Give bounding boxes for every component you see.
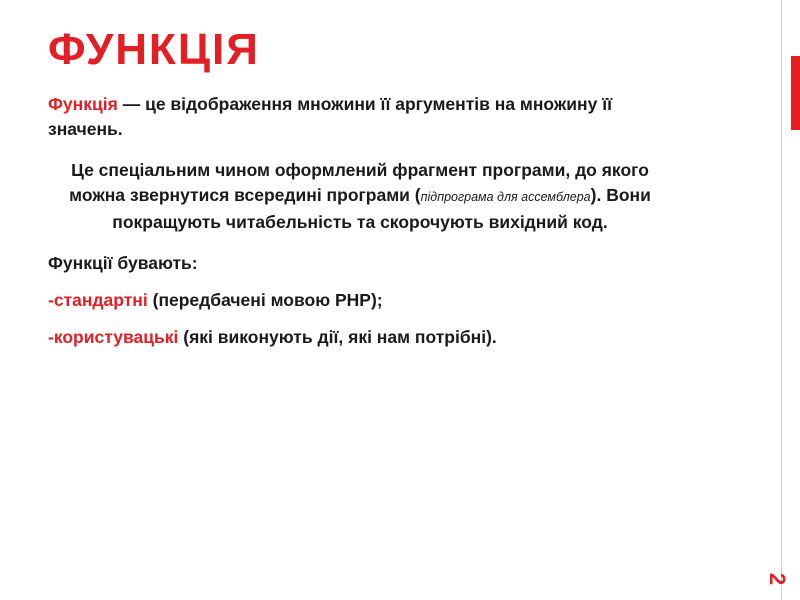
slide-content <box>48 92 688 362</box>
description-text-start: Це спеціальним чином оформлений фрагмент програми, до якого можна звернутися всередині програми ( <box>69 160 649 205</box>
type-item-detail: (які виконують дії, які нам потрібні). <box>178 327 497 347</box>
description-paragraph <box>48 158 672 235</box>
page-number: 2 <box>765 572 790 586</box>
definition-text: — це відображення множини її аргументів на множину її значень. <box>48 94 613 139</box>
side-divider-line <box>781 0 782 600</box>
slide-title: ФУНКЦІЯ <box>48 25 260 74</box>
type-item-name: стандартні <box>53 290 148 310</box>
type-item-name: користувацькі <box>53 327 179 347</box>
type-item-prefix: - <box>48 327 54 347</box>
side-accent-bar <box>791 56 800 130</box>
types-heading: Функції бувають: <box>48 253 198 273</box>
type-item-detail: (передбачені мовою PHP); <box>147 290 383 310</box>
definition-term: Функція <box>48 94 118 114</box>
type-item-user-defined <box>48 325 688 350</box>
type-item-prefix: - <box>48 290 54 310</box>
definition-paragraph <box>48 92 688 142</box>
type-item-standard <box>48 288 688 313</box>
description-note: підпрограма для ассемблера <box>420 190 591 204</box>
description-text-end: ). Вони покращують читабельність та скорочують вихідний код. <box>112 185 651 232</box>
